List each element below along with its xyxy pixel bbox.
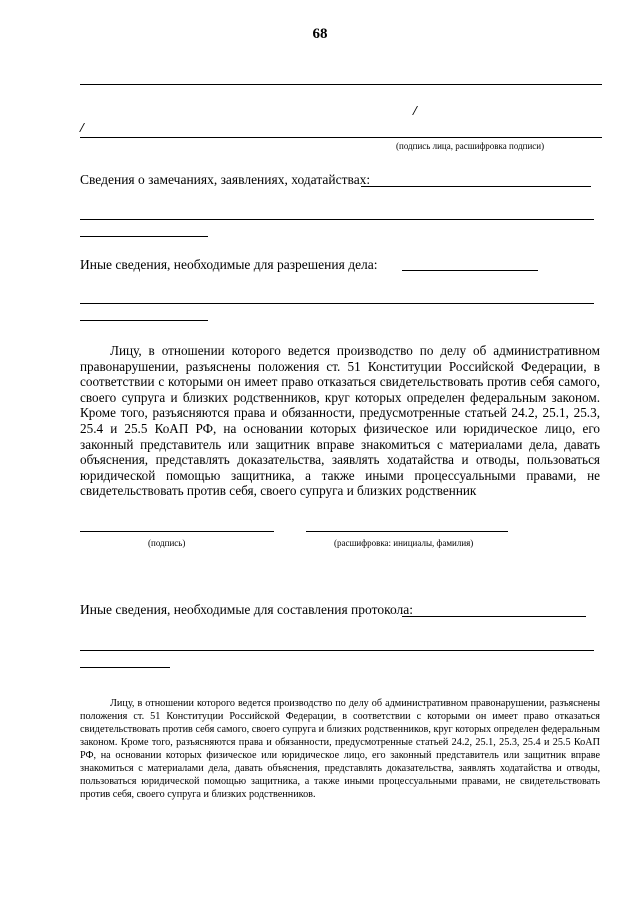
page-number: 68 <box>312 26 328 42</box>
signature-slash-left: / <box>80 121 84 136</box>
signature-slash-right: / <box>413 104 417 119</box>
other-info-case-line-3[interactable] <box>80 320 208 321</box>
other-info-case-label: Иные сведения, необходимые для разрешения дела: <box>80 257 378 272</box>
signature-field-caption: (подпись) <box>148 538 186 548</box>
remarks-line-2[interactable] <box>80 219 594 220</box>
other-info-case-line-1[interactable] <box>402 270 538 271</box>
signature-line[interactable] <box>80 137 602 138</box>
rights-paragraph-text: Лицу, в отношении которого ведется производство по делу об административном правонарушении, разъяснены положения ст. 51 Конституции Российской Федерации, в соответствии с которыми он имеет право отказаться свидетельствовать против себя самого, своего супруга и близких родственников, круг которых определен федеральным законом. Кроме того, разъясняются права и обязанности, предусмотренные статьей 24.2, 25.1, 25.3, 25.4 и 25.5 КоАП РФ, на основании которых физическое или юридическое лицо, его законный представитель или защитник вправе знакомиться с материалами дела, давать объяснения, представлять доказательства, заявлять ходатайства и отводы, пользоваться юридической помощью защитника, а также иными процессуальными правами, не свидетельствовать против себя, своего супруга и близких родственник <box>80 343 600 499</box>
rights-paragraph-small <box>80 697 600 801</box>
other-info-protocol-line-3[interactable] <box>80 667 170 668</box>
rights-paragraph-small-text: Лицу, в отношении которого ведется производство по делу об административном правонарушении, разъяснены положения ст. 51 Конституции Российской Федерации, в соответствии с которыми он имеет право отказаться свидетельствовать против себя самого, своего супруга и близких родственников, круг которых определен федеральным законом. Кроме того, разъясняются права и обязанности, предусмотренные статьей 24.2, 25.1, 25.3, 25.4 и 25.5 КоАП РФ, на основании которых физическое или юридическое лицо, его законный представитель или защитник вправе знакомиться с материалами дела, давать объяснения, представлять доказательства, заявлять ходатайства и отводы, пользоваться юридической помощью защитника, а также иными процессуальными правами, не свидетельствовать против себя, своего супруга и близких родственников. <box>80 698 600 800</box>
divider-top <box>80 84 602 85</box>
remarks-line-3[interactable] <box>80 236 208 237</box>
other-info-protocol-line-2[interactable] <box>80 650 594 651</box>
remarks-line-1[interactable] <box>361 186 591 187</box>
signature-field-line[interactable] <box>80 531 274 532</box>
rights-paragraph <box>80 343 600 499</box>
remarks-label: Сведения о замечаниях, заявлениях, ходатайствах: <box>80 172 371 187</box>
signature-caption: (подпись лица, расшифровка подписи) <box>396 141 545 151</box>
other-info-case-line-2[interactable] <box>80 303 594 304</box>
name-field-caption: (расшифровка: инициалы, фамилия) <box>334 538 474 548</box>
other-info-protocol-line-1[interactable] <box>402 616 586 617</box>
name-field-line[interactable] <box>306 531 508 532</box>
other-info-protocol-label: Иные сведения, необходимые для составления протокола: <box>80 602 413 617</box>
